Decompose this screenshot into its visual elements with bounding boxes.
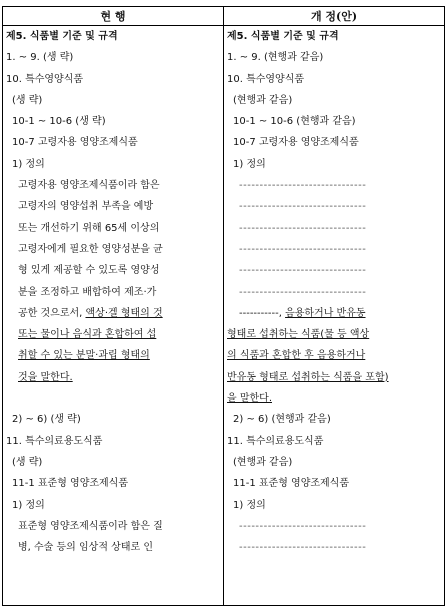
left-text-line: 고령자에게 필요한 영양성분을 균 [18, 243, 163, 255]
right-text-line: 11-1 표준형 영양조제식품 [233, 478, 349, 490]
left-text-line: 고령자용 영양조제식품이라 함은 [18, 180, 160, 192]
right-text-line: 1. ~ 9. (현행과 같음) [227, 52, 324, 64]
left-text-line: 1) 정의 [12, 499, 45, 511]
left-text-line: 병, 수술 등의 임상적 상태로 인 [18, 542, 153, 554]
left-text-line: 제5. 식품별 기준 및 규격 [6, 31, 118, 42]
current-column [3, 26, 224, 605]
left-text-line: 1) 정의 [12, 158, 45, 170]
right-text-line: (현행과 같음) [233, 456, 293, 468]
right-text-line: 11. 특수의료용도식품 [227, 435, 324, 447]
left-text-line: 공한 것으로서, 액상·겔 형태의 것 [18, 307, 163, 319]
left-text-line: 분을 조정하고 배합하여 제조·가 [18, 286, 157, 298]
proposed-column [224, 26, 444, 605]
right-text-line: 10. 특수영양식품 [227, 73, 305, 85]
left-text-line: 것을 말한다. [18, 371, 73, 383]
comparison-table [2, 6, 445, 606]
right-text-line: ------------------------------- [239, 222, 367, 234]
left-text-line: 11. 특수의료용도식품 [6, 435, 103, 447]
left-text-line: (생 략) [12, 456, 43, 468]
left-text-line: 고령자의 영양섭취 부족을 예방 [18, 201, 154, 213]
right-text-line: ------------------------------- [239, 542, 367, 554]
left-text-line: (생 략) [12, 94, 43, 106]
header-proposed: 개 정(안) [224, 7, 444, 26]
right-text-line: (현행과 같음) [233, 94, 293, 106]
right-text-line: 2) ~ 6) (현행과 같음) [233, 414, 331, 426]
left-text-line: 또는 물이나 음식과 혼합하여 섭 [18, 329, 157, 341]
left-text-line: 10. 특수영양식품 [6, 73, 84, 85]
left-text-line: 11-1 표준형 영양조제식품 [12, 478, 128, 490]
left-text-line: 취할 수 있는 분말·과립 형태의 [18, 350, 150, 362]
right-text-line: 10-1 ~ 10-6 (현행과 같음) [233, 116, 356, 128]
right-text-line: ------------------------------- [239, 201, 367, 213]
right-text-line: 1) 정의 [233, 499, 266, 511]
left-text-line: 2) ~ 6) (생 략) [12, 414, 81, 426]
right-text-line: 형태로 섭취하는 식품(물 등 액상 [227, 329, 370, 341]
right-text-line: 을 말한다. [227, 393, 272, 405]
right-text-line: 제5. 식품별 기준 및 규격 [227, 31, 339, 42]
left-text-line: 형 있게 제공할 수 있도록 영양성 [18, 265, 160, 277]
right-text-line: ------------------------------- [239, 286, 367, 298]
left-text-line [3, 388, 223, 409]
left-text-line: 또는 개선하기 위해 65세 이상의 [18, 222, 160, 234]
right-text-line: 1) 정의 [233, 158, 266, 170]
right-text-line: ------------------------------- [239, 265, 367, 277]
right-text-line: -----------, 음용하거나 반유동 [239, 307, 366, 319]
left-text-line: 10-1 ~ 10-6 (생 략) [12, 116, 106, 128]
left-text-line: 표준형 영양조제식품이라 함은 질 [18, 520, 163, 532]
header-current: 현 행 [3, 7, 224, 26]
right-text-line: ------------------------------- [239, 520, 367, 532]
right-text-line: ------------------------------- [239, 180, 367, 192]
right-text-line: 10-7 고령자용 영양조제식품 [233, 137, 359, 149]
right-text-line: ------------------------------- [239, 243, 367, 255]
right-text-line: 의 식품과 혼합한 후 음용하거나 [227, 350, 366, 362]
left-text-line: 1. ~ 9. (생 략) [6, 52, 74, 64]
left-text-line: 10-7 고령자용 영양조제식품 [12, 137, 138, 149]
right-text-line: 반유동 형태로 섭취하는 식품을 포함) [227, 371, 389, 383]
